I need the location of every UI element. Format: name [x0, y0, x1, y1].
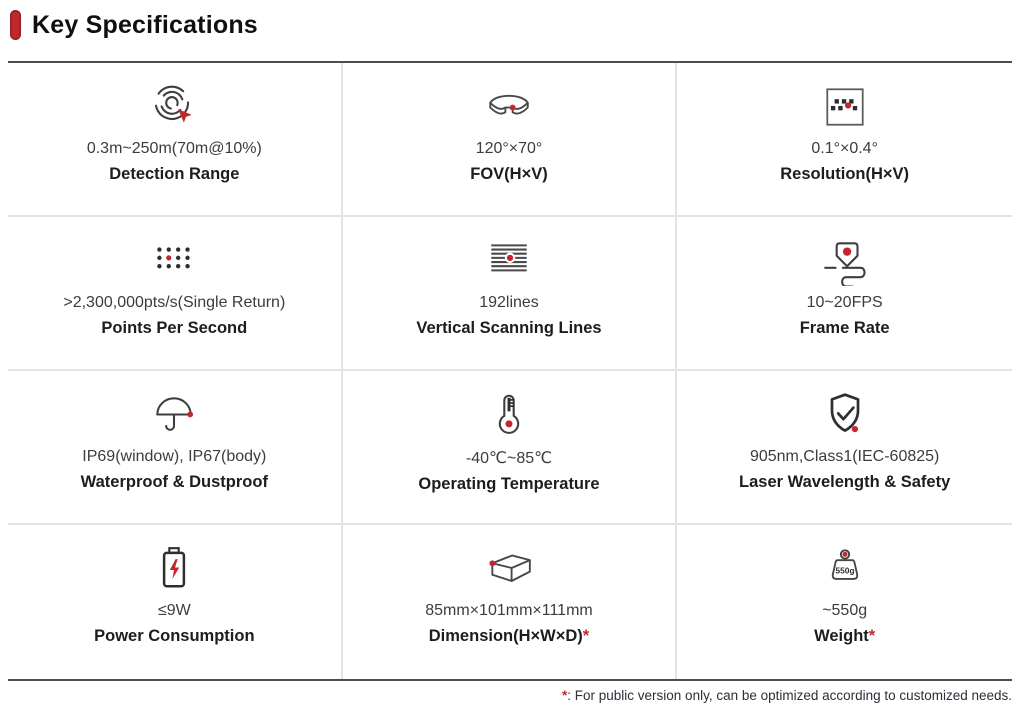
spec-value: IP69(window), IP67(body): [82, 448, 267, 465]
spec-cell-detection-range: [8, 63, 343, 217]
spec-note-star: *: [582, 627, 590, 645]
spec-label: [470, 165, 547, 184]
spec-label: [429, 627, 589, 646]
spec-label: [780, 165, 909, 184]
spec-value: ~550g: [822, 602, 868, 619]
spec-label-text: Operating Temperature: [418, 475, 600, 493]
spec-label: [800, 319, 890, 338]
page-title: Key Specifications: [32, 10, 258, 39]
spec-value: 10~20FPS: [806, 294, 883, 311]
spec-label: [94, 627, 254, 646]
spec-label: [739, 473, 950, 492]
spec-cell-scanning-lines: [343, 217, 678, 371]
weight-icon: [815, 542, 875, 596]
spec-value: 192lines: [479, 294, 539, 311]
spec-cell-frame-rate: [677, 217, 1012, 371]
spec-label-text: Weight: [814, 627, 869, 645]
spec-cell-laser-safety: [677, 371, 1012, 525]
spec-cell-points-per-second: [8, 217, 343, 371]
spec-cell-waterproof: [8, 371, 343, 525]
box-3d-icon: [479, 542, 539, 596]
spec-value: >2,300,000pts/s(Single Return): [63, 294, 286, 311]
spec-label: [101, 319, 247, 338]
battery-icon: [144, 542, 204, 596]
umbrella-icon: [144, 388, 204, 442]
spec-label-text: Dimension(H×W×D): [428, 627, 583, 645]
spec-cell-weight: [677, 525, 1012, 679]
spec-value: 0.3m~250m(70m@10%): [86, 140, 262, 157]
spec-cell-dimension: [343, 525, 678, 679]
shield-check-icon: [815, 388, 875, 442]
radar-range-icon: [144, 80, 204, 134]
spec-cell-resolution: [677, 63, 1012, 217]
footnote: [0, 688, 1012, 703]
spec-value: 905nm,Class1(IEC-60825): [749, 448, 940, 465]
spec-label-text: Resolution(H×V): [780, 165, 910, 183]
page-header: [10, 10, 1020, 40]
spec-value: -40℃~85℃: [465, 450, 553, 467]
spec-cell-operating-temperature: [343, 371, 678, 525]
fov-wedge-icon: [479, 80, 539, 134]
scan-lines-icon: [479, 234, 539, 288]
spec-label: [109, 165, 239, 184]
spec-label-text: Laser Wavelength & Safety: [739, 473, 951, 491]
route-pin-icon: [815, 234, 875, 288]
spec-table: [8, 61, 1012, 681]
spec-note-star: *: [868, 627, 876, 645]
spec-cell-fov: [343, 63, 678, 217]
spec-label: [418, 475, 599, 494]
spec-cell-power-consumption: [8, 525, 343, 679]
spec-label-text: FOV(H×V): [470, 165, 548, 183]
resolution-grid-icon: [815, 80, 875, 134]
spec-label: [814, 627, 875, 646]
spec-value: ≤9W: [157, 602, 191, 619]
spec-label-text: Waterproof & Dustproof: [80, 473, 268, 491]
spec-label: [416, 319, 601, 338]
footnote-text: : For public version only, can be optimized according to customized needs.: [567, 688, 1012, 703]
spec-label-text: Vertical Scanning Lines: [416, 319, 602, 337]
spec-label-text: Points Per Second: [101, 319, 248, 337]
spec-value: 85mm×101mm×111mm: [425, 602, 593, 619]
spec-label-text: Frame Rate: [799, 319, 890, 337]
title-accent-bar: [10, 10, 21, 40]
spec-value: 0.1°×0.4°: [811, 140, 878, 157]
thermometer-icon: [479, 388, 539, 442]
footnote-star: *: [562, 688, 568, 703]
spec-label-text: Power Consumption: [94, 627, 255, 645]
point-cloud-dots-icon: [144, 234, 204, 288]
spec-label: [81, 473, 268, 492]
spec-value: 120°×70°: [475, 140, 543, 157]
spec-label-text: Detection Range: [109, 165, 240, 183]
weight-icon-text: 550g: [835, 565, 855, 576]
